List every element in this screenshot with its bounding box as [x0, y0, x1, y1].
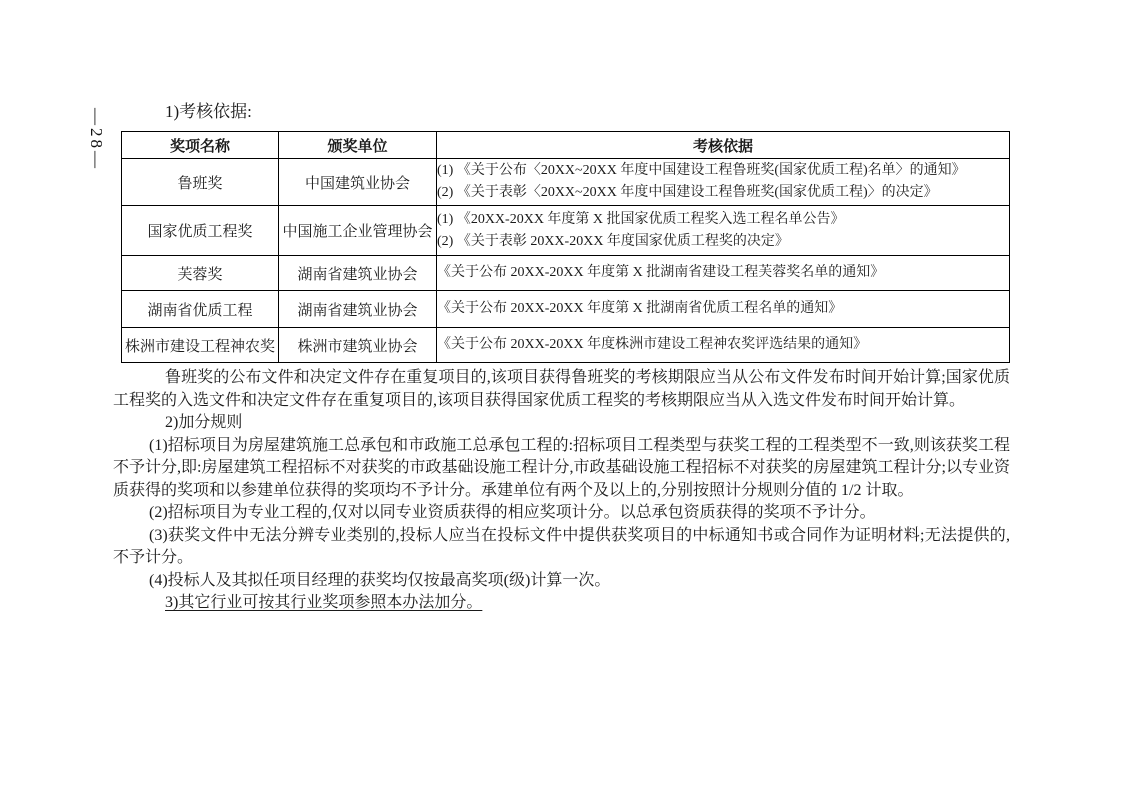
basis-line: (2) 《关于表彰 20XX-20XX 年度国家优质工程奖的决定》: [437, 233, 789, 249]
basis-cell: [437, 291, 1010, 328]
basis-line: (1) 《关于公布〈20XX~20XX 年度中国建设工程鲁班奖(国家优质工程)名单〉的通知》: [437, 163, 966, 178]
table-row: [122, 206, 1010, 256]
page-number: —28—: [87, 108, 106, 171]
section-heading-2: 2)加分规则: [165, 414, 243, 431]
list-item-4: (4)投标人及其拟任项目经理的获奖均仅按最高奖项(级)计算一次。: [149, 571, 611, 589]
list-item-3: (3)获奖文件中无法分辨专业类别的,投标人应当在投标文件中提供获奖项目的中标通知书或合同作为证明材料;无法提供的,不予计分。: [113, 526, 1010, 566]
section-heading-1: 1)考核依据:: [165, 102, 252, 121]
table-row: [122, 328, 1010, 363]
page-content: [113, 100, 1010, 615]
basis-line: (1) 《20XX-20XX 年度第 X 批国家优质工程奖入选工程名单公告》: [437, 211, 845, 227]
table-row: [122, 256, 1010, 291]
basis-cell: [437, 328, 1010, 363]
paragraph-duplicate-rule: 鲁班奖的公布文件和决定文件存在重复项目的,该项目获得鲁班奖的考核期限应当从公布文件发布时间开始计算;国家优质工程奖的入选文件和决定文件存在重复项目的,该项目获得国家优质工程奖的考核期限应当从入选文件发布时间开始计算。: [113, 369, 1010, 409]
award-name-cell: 芙蓉奖: [122, 256, 279, 291]
awards-table: [121, 131, 1010, 363]
awarding-org-cell: 湖南省建筑业协会: [279, 256, 437, 291]
basis-cell: [437, 256, 1010, 291]
table-header-row: [122, 132, 1010, 159]
awarding-org-cell: 中国施工企业管理协会: [279, 206, 437, 256]
table-row: [122, 291, 1010, 328]
body-text: [113, 367, 1010, 615]
list-item-1: (1)招标项目为房屋建筑施工总承包和市政施工总承包工程的:招标项目工程类型与获奖工程的工程类型不一致,则该获奖工程不予计分,即:房屋建筑工程招标不对获奖的市政基础设施工程计分,市政基础设施工程招标不对获奖的房屋建筑工程计分;以专业资质获得的奖项和以参建单位获得的奖项均不予计分。承建单位有两个及以上的,分别按照计分规则分值的 1/2 计取。: [113, 436, 1010, 499]
basis-cell: [437, 159, 1010, 206]
award-name-cell: 鲁班奖: [122, 159, 279, 206]
basis-line: 《关于公布 20XX-20XX 年度第 X 批湖南省建设工程芙蓉奖名单的通知》: [437, 265, 885, 280]
awarding-org-cell: 湖南省建筑业协会: [279, 291, 437, 328]
awarding-org-cell: 株洲市建筑业协会: [279, 328, 437, 363]
header-award-name: 奖项名称: [122, 132, 279, 159]
award-name-cell: 株洲市建设工程神农奖: [122, 328, 279, 363]
basis-cell: [437, 206, 1010, 256]
header-awarding-org: 颁奖单位: [279, 132, 437, 159]
section-heading-3: [113, 592, 1010, 615]
table-row: [122, 159, 1010, 206]
awarding-org-cell: 中国建筑业协会: [279, 159, 437, 206]
header-assessment-basis: 考核依据: [437, 132, 1010, 159]
list-item-2: (2)招标项目为专业工程的,仅对以同专业资质获得的相应奖项计分。以总承包资质获得的奖项不予计分。: [149, 504, 876, 521]
basis-line: 《关于公布 20XX-20XX 年度第 X 批湖南省优质工程名单的通知》: [437, 301, 843, 316]
section-heading-3-text: 3)其它行业可按其行业奖项参照本办法加分。: [165, 594, 483, 611]
basis-line: 《关于公布 20XX-20XX 年度株洲市建设工程神农奖评选结果的通知》: [437, 337, 868, 352]
basis-line: (2) 《关于表彰〈20XX~20XX 年度中国建设工程鲁班奖(国家优质工程)〉的决定》: [437, 185, 938, 200]
award-name-cell: 湖南省优质工程: [122, 291, 279, 328]
award-name-cell: 国家优质工程奖: [122, 206, 279, 256]
